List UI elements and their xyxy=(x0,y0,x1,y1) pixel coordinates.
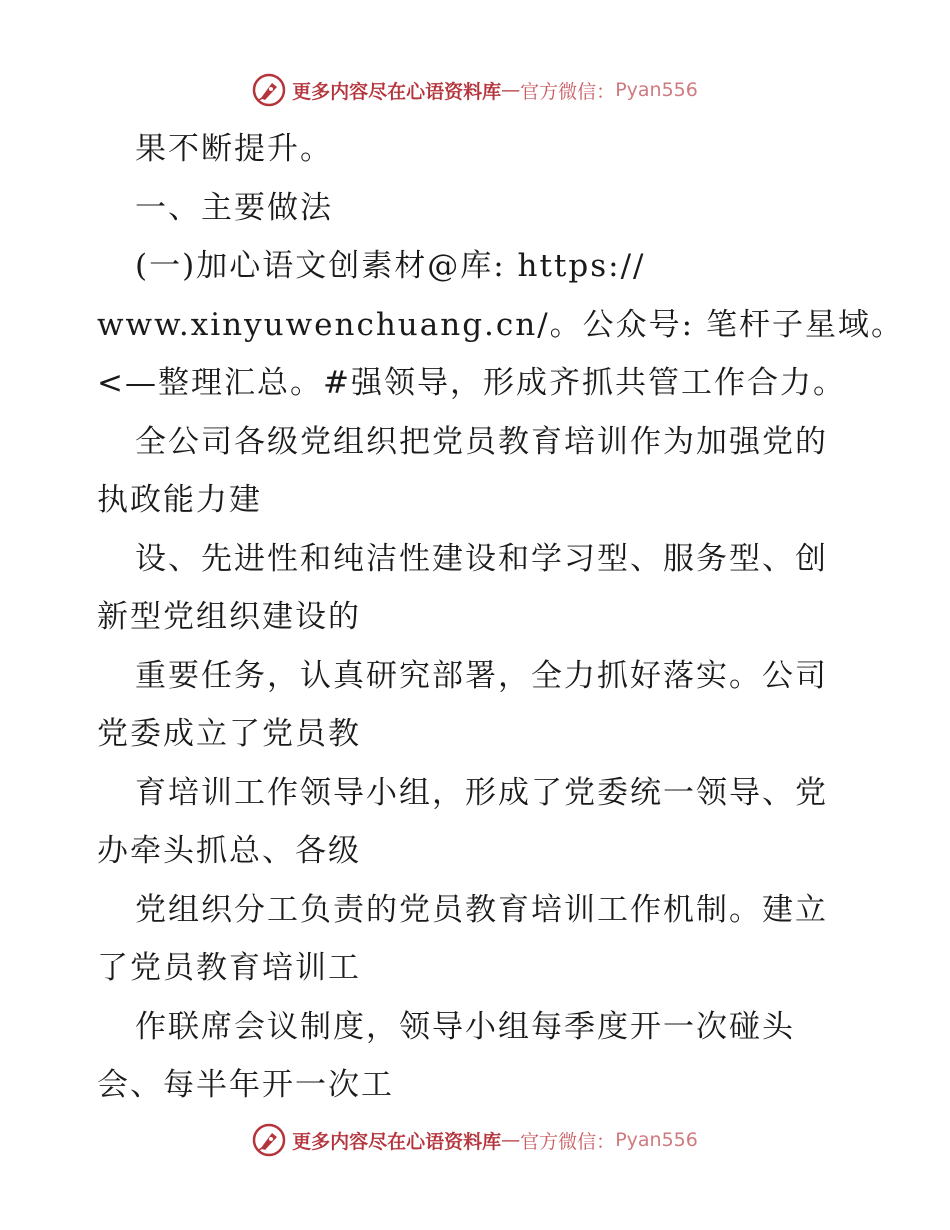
body-line: 果不断提升。 xyxy=(135,131,333,167)
watermark-separator: — xyxy=(501,79,521,101)
pen-nib-logo-icon xyxy=(252,1123,286,1157)
watermark-wechat-id: Pyan556 xyxy=(615,79,698,101)
watermark-separator: — xyxy=(501,1129,521,1151)
body-line: 育培训工作领导小组，形成了党委统一领导、党 xyxy=(135,774,828,811)
body-line: www.xinyuwenchuang.cn/。公众号: 笔杆子星域。 xyxy=(97,306,904,343)
body-line: 党组织分工负责的党员教育培训工作机制。建立 xyxy=(135,891,828,928)
body-line: 全公司各级党组织把党员教育培训作为加强党的 xyxy=(135,423,828,460)
header-watermark xyxy=(0,68,950,112)
body-line: (一)加心语文创素材@库: https:// xyxy=(135,248,646,284)
body-line: <—整理汇总。#强领导，形成齐抓共管工作合力。 xyxy=(97,365,846,401)
watermark-main-text: 更多内容尽在心语资料库 xyxy=(292,80,502,103)
watermark-wechat-id: Pyan556 xyxy=(615,1129,698,1151)
section-heading: 一、主要做法 xyxy=(135,189,333,226)
watermark-main-text: 更多内容尽在心语资料库 xyxy=(292,1130,502,1153)
body-line: 设、先进性和纯洁性建设和学习型、服务型、创 xyxy=(135,540,828,577)
body-line: 会、每半年开一次工 xyxy=(97,1067,394,1103)
body-line: 了党员教育培训工 xyxy=(97,950,361,986)
body-line: 重要任务，认真研究部署，全力抓好落实。公司 xyxy=(135,657,828,694)
document-body xyxy=(97,120,904,1115)
pen-nib-logo-icon xyxy=(252,73,286,107)
watermark-wechat-label: 官方微信： xyxy=(520,1130,616,1153)
footer-watermark xyxy=(0,1118,950,1162)
body-line: 执政能力建 xyxy=(97,482,262,518)
watermark-wechat-label: 官方微信： xyxy=(520,80,616,103)
body-line: 办牵头抓总、各级 xyxy=(97,833,361,869)
body-line: 新型党组织建设的 xyxy=(97,599,361,635)
body-line: 作联席会议制度，领导小组每季度开一次碰头 xyxy=(135,1008,795,1045)
body-line: 党委成立了党员教 xyxy=(97,716,361,752)
